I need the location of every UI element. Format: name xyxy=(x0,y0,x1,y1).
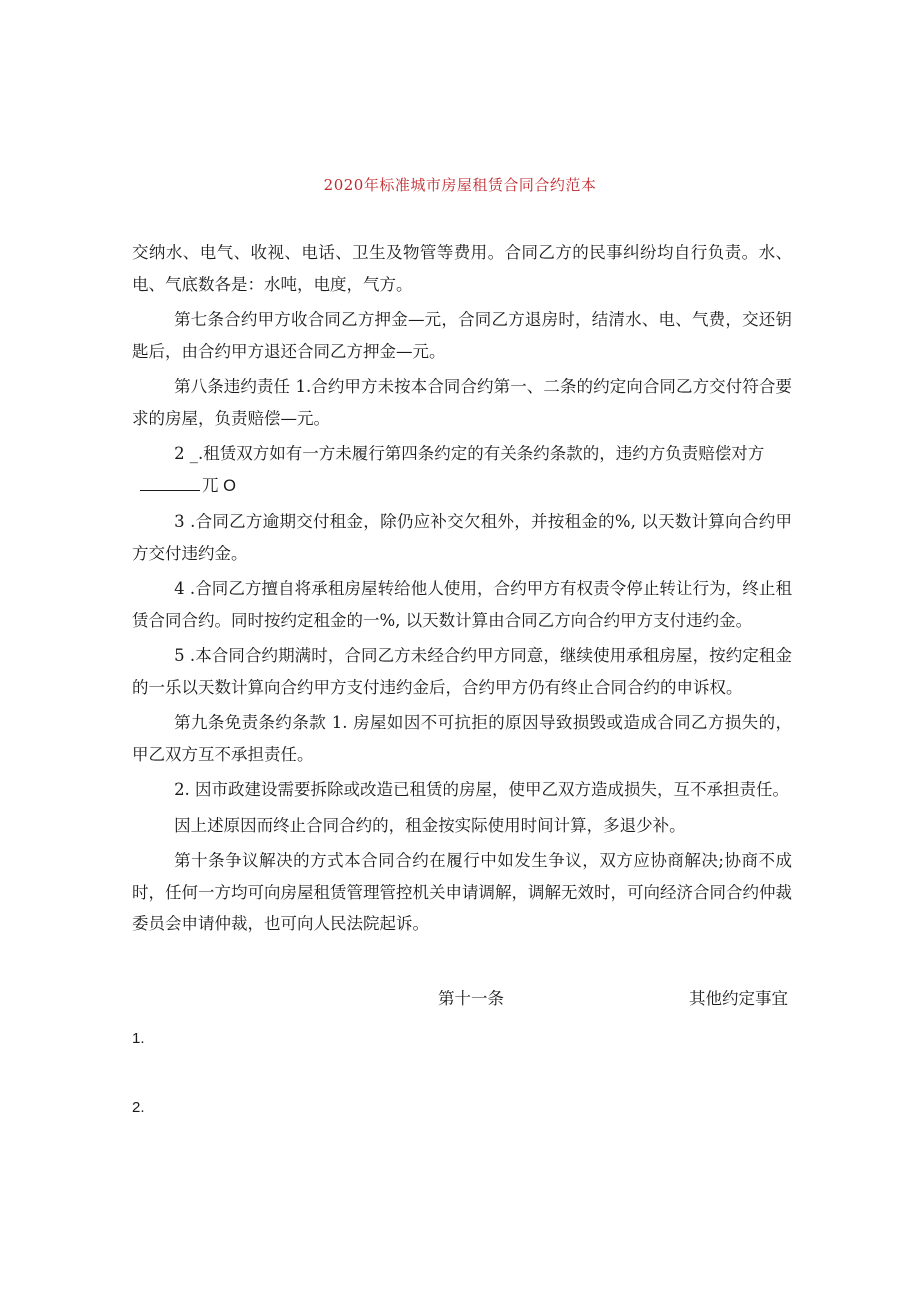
paragraph-article-8-item-2 xyxy=(132,438,792,502)
paragraph-article-8-item-3: 3 .合同乙方逾期交付租金，除仍应补交欠租外，并按租金的%, 以天数计算向合约甲方交付违约金。 xyxy=(132,512,792,563)
article-11-title: 其他约定事宜 xyxy=(689,989,788,1008)
article-11-heading xyxy=(132,985,792,1017)
paragraph-article-7-deposit: 第七条合约甲方收合同乙方押金—元，合同乙方退房时，结清水、电、气费，交还钥匙后，由合约甲方退还合同乙方押金—元。 xyxy=(132,310,792,361)
paragraph-article-9-exemption: 第九条免责条约条款 1. 房屋如因不可抗拒的原因导致损毁或造成合同乙方损失的，甲乙双方互不承担责任。 xyxy=(132,713,792,764)
paragraph-article-8-item-5: 5 .本合同合约期满时，合同乙方未经合约甲方同意，继续使用承租房屋，按约定租金的一乐以天数计算向合约甲方支付违约金后，合约甲方仍有终止合同合约的申诉权。 xyxy=(132,646,792,697)
article-11-label: 第十一条 xyxy=(438,989,504,1008)
list-item-2: 2. xyxy=(132,1099,145,1116)
paragraph-article-9-note: 因上述原因而终止合同合约的，租金按实际使用时间计算，多退少补。 xyxy=(174,815,686,835)
paragraph-article-9-item-2: 2. 因市政建设需要拆除或改造已租赁的房屋，使甲乙双方造成损失，互不承担责任。 xyxy=(174,780,790,799)
document-title: 2020年标准城市房屋租赁合同合约范本 xyxy=(323,176,597,194)
document-body xyxy=(132,237,792,944)
paragraph-article-8-item-4: 4 .合同乙方擅自将承租房屋转给他人使用，合约甲方有权责令停止转让行为，终止租赁合同合约。同时按约定租金的一%, 以天数计算由合同乙方向合约甲方支付违约金。 xyxy=(132,579,792,630)
paragraph-article-8-liability: 第八条违约责任 1.合约甲方未按本合同合约第一、二条的约定向合同乙方交付符合要求的房屋，负责赔偿—元。 xyxy=(132,377,792,428)
list-item-1: 1. xyxy=(132,1030,145,1047)
paragraph-text: 2 _.租赁双方如有一方未履行第四条约定的有关条约条款的，违约方负责赔偿对方 xyxy=(174,444,765,463)
paragraph-utilities: 交纳水、电气、收视、电话、卫生及物管等费用。合同乙方的民事纠纷均自行负责。水、电、气底数各是：水吨，电度，气方。 xyxy=(132,243,792,294)
paragraph-article-10-disputes: 第十条争议解决的方式本合同合约在履行中如发生争议，双方应协商解决;协商不成时，任何一方均可向房屋租赁管理管控机关申请调解，调解无效时，可向经济合同合约仲裁委员会申请仲裁，也可向人民法院起诉。 xyxy=(132,851,792,933)
fill-in-blank xyxy=(140,474,200,491)
blank-suffix: 兀 O xyxy=(202,476,236,495)
